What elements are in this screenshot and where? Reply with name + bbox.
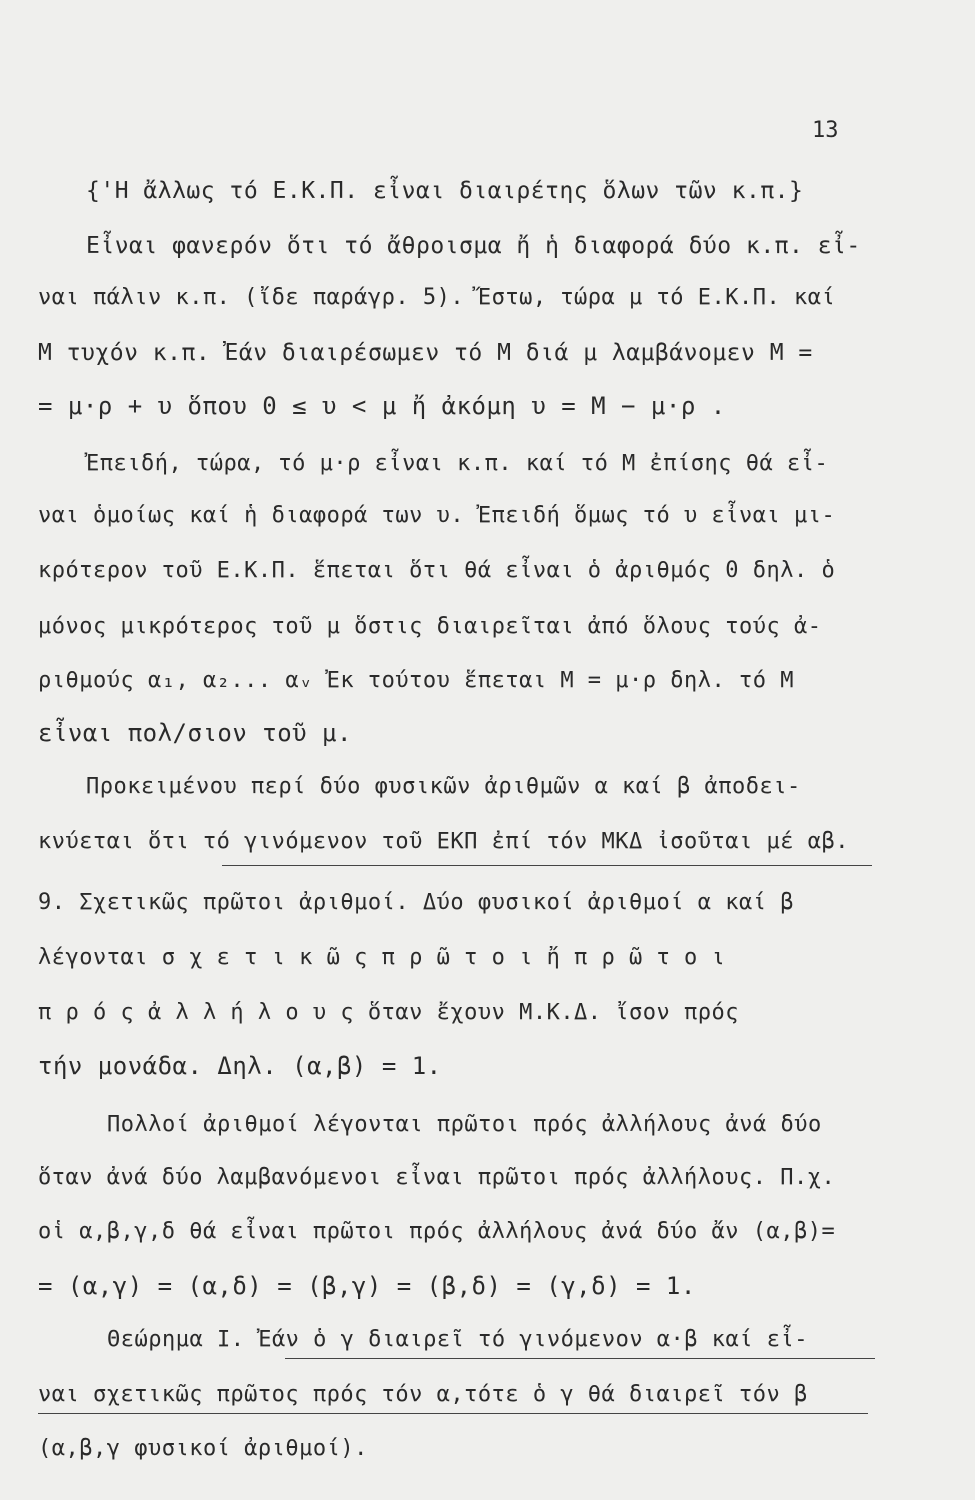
text-line: ναι σχετικῶς πρῶτος πρός τόν α,τότε ὁ γ θά διαιρεῖ τόν β: [38, 1382, 808, 1407]
text-line: Μ τυχόν κ.π. Ἐάν διαιρέσωμεν τό Μ διά μ λαμβάνομεν Μ =: [38, 340, 813, 366]
text-line: Πολλοί ἀριθμοί λέγονται πρῶτοι πρός ἀλλήλους ἀνά δύο: [107, 1112, 822, 1137]
text-line: ναι ὁμοίως καί ἡ διαφορά των υ. Ἐπειδή ὅμως τό υ εἶναι μι-: [38, 503, 836, 528]
text-line: π ρ ό ς ἀ λ λ ή λ ο υ ς ὅταν ἔχουν Μ.Κ.Δ. ἴσον πρός: [38, 1000, 740, 1025]
section-heading: 9. Σχετικῶς πρῶτοι ἀριθμοί. Δύο φυσικοί ἀριθμοί α καί β: [38, 890, 794, 915]
text-line: τήν μονάδα. Δηλ. (α,β) = 1.: [38, 1052, 442, 1080]
text-line: = (α,γ) = (α,δ) = (β,γ) = (β,δ) = (γ,δ) = 1.: [38, 1272, 696, 1300]
text-line: ριθμούς α₁, α₂... αᵥ Ἐκ τούτου ἕπεται Μ = μ·ρ δηλ. τό Μ: [38, 668, 794, 693]
text-line: μόνος μικρότερος τοῦ μ ὅστις διαιρεῖται ἀπό ὅλους τούς ἀ-: [38, 614, 822, 639]
page-number: 13: [812, 118, 839, 143]
text-line: Εἶναι φανερόν ὅτι τό ἄθροισμα ἤ ἡ διαφορά δύο κ.π. εἶ-: [86, 233, 861, 259]
text-line: ὅταν ἀνά δύο λαμβανόμενοι εἶναι πρῶτοι πρός ἀλλήλους. Π.χ.: [38, 1165, 836, 1190]
theorem-1-title: Θεώρημα Ι. Ἐάν ὁ γ διαιρεῖ τό γινόμενον α·β καί εἶ-: [107, 1327, 809, 1352]
text-line: ναι πάλιν κ.π. (ἴδε παράγρ. 5). Ἔστω, τώρα μ τό Ε.Κ.Π. καί: [38, 285, 836, 310]
underline-rule: [222, 865, 872, 866]
text-line: κνύεται ὅτι τό γινόμενον τοῦ ΕΚΠ ἐπί τόν ΜΚΔ ἰσοῦται μέ αβ.: [38, 829, 849, 854]
text-line: (α,β,γ φυσικοί ἀριθμοί).: [38, 1436, 368, 1461]
underline-rule: [285, 1358, 875, 1359]
text-line: κρότερον τοῦ Ε.Κ.Π. ἕπεται ὅτι θά εἶναι ὁ ἀριθμός 0 δηλ. ὁ: [38, 558, 836, 583]
text-line: Ἐπειδή, τώρα, τό μ·ρ εἶναι κ.π. καί τό Μ ἐπίσης θά εἶ-: [86, 451, 829, 476]
text-line: Προκειμένου περί δύο φυσικῶν ἀριθμῶν α καί β ἀποδει-: [86, 774, 801, 799]
text-line: οἱ α,β,γ,δ θά εἶναι πρῶτοι πρός ἀλλήλους ἀνά δύο ἄν (α,β)=: [38, 1219, 836, 1244]
text-line: εἶναι πολ/σιον τοῦ μ.: [38, 719, 352, 747]
text-line: = μ·ρ + υ ὅπου 0 ≤ υ < μ ἤ ἀκόμη υ = Μ − μ·ρ .: [38, 392, 726, 420]
text-line: {'Η ἄλλως τό Ε.Κ.Π. εἶναι διαιρέτης ὅλων τῶν κ.π.}: [86, 178, 804, 204]
text-line: λέγονται σ χ ε τ ι κ ῶ ς π ρ ῶ τ ο ι ἤ π ρ ῶ τ ο ι: [38, 945, 726, 970]
underline-rule: [38, 1413, 868, 1414]
